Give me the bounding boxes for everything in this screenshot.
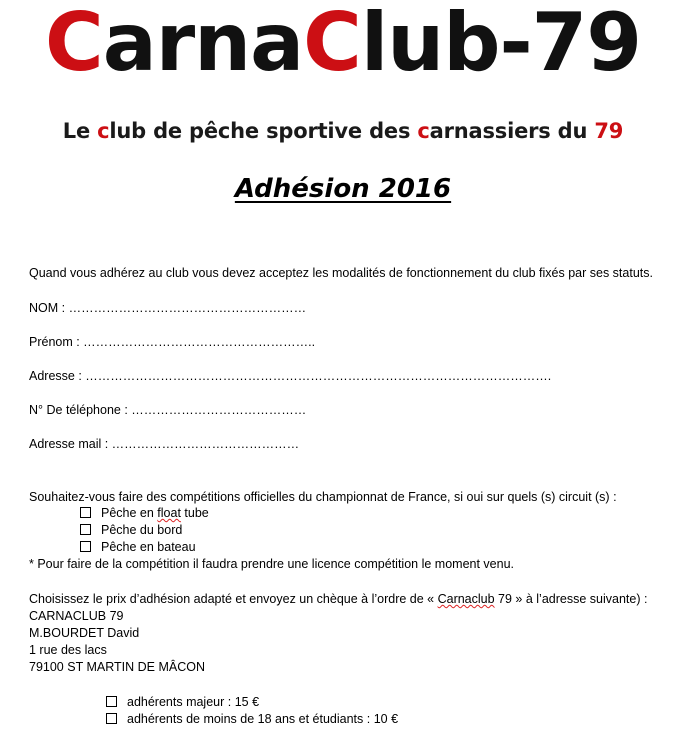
field-prenom[interactable]: Prénom : ………………………………………………..: [29, 335, 316, 349]
intro-text: Quand vous adhérez au club vous devez acceptez les modalités de fonctionnement du club fixés par ses statuts.: [29, 266, 653, 280]
form-title: Adhésion 2016: [234, 174, 452, 204]
price-option-adult[interactable]: [106, 694, 259, 711]
logo-text-arna: arna: [102, 0, 304, 89]
option-label: Pêche en bateau: [101, 540, 196, 554]
address-line: 79100 ST MARTIN DE MÂCON: [29, 660, 205, 674]
field-nom[interactable]: NOM : …………………………………………………: [29, 301, 307, 315]
price-label: adhérents majeur : 15 €: [127, 695, 260, 709]
price-label: adhérents de moins de 18 ans et étudiants : 10 €: [127, 712, 399, 726]
competition-question: Souhaitez-vous faire des compétitions officielles du championnat de France, si oui sur quels (s) circuit (s) :: [29, 490, 617, 504]
club-tagline: [0, 117, 686, 145]
instruction-club-name: Carnaclub: [437, 592, 495, 606]
price-option-minor[interactable]: [106, 711, 398, 728]
address-line: CARNACLUB 79: [29, 609, 124, 623]
option-label: Pêche en: [101, 506, 158, 520]
option-peche-bord[interactable]: [80, 522, 182, 539]
logo-letter-c: C: [45, 0, 103, 89]
checkbox-icon[interactable]: [106, 696, 117, 707]
checkbox-icon[interactable]: [80, 524, 91, 535]
checkbox-icon[interactable]: [80, 507, 91, 518]
tagline-red-letter: c: [97, 119, 110, 143]
option-float-tube[interactable]: [80, 505, 209, 522]
logo-letter-c-2: C: [303, 0, 361, 89]
tagline-red-letter: c: [417, 119, 430, 143]
club-logo: [0, 0, 686, 89]
tagline-part: Le: [62, 119, 98, 143]
tagline-part: arnassiers du: [429, 119, 595, 143]
field-telephone[interactable]: N° De téléphone : ……………………………………: [29, 403, 307, 417]
address-line: M.BOURDET David: [29, 626, 140, 640]
payment-instruction: [29, 591, 647, 608]
checkbox-icon[interactable]: [106, 713, 117, 724]
logo-text-lub: lub-79: [360, 0, 641, 89]
address-line: 1 rue des lacs: [29, 643, 107, 657]
option-label: Pêche du bord: [101, 523, 183, 537]
checkbox-icon[interactable]: [80, 541, 91, 552]
option-peche-bateau[interactable]: [80, 539, 196, 556]
field-adresse[interactable]: Adresse : ………………………………………………………………………………………………….: [29, 369, 552, 383]
tagline-red-number: 79: [594, 119, 624, 143]
option-label-misspelled: float: [157, 506, 181, 520]
option-label: tube: [180, 506, 209, 520]
tagline-part: lub de pêche sportive des: [109, 119, 418, 143]
instruction-part: 79 » à l’adresse suivante) :: [494, 592, 648, 606]
instruction-part: Choisissez le prix d’adhésion adapté et envoyez un chèque à l’ordre de «: [29, 592, 438, 606]
field-email[interactable]: Adresse mail : ………………………………………: [29, 437, 300, 451]
competition-note: * Pour faire de la compétition il faudra prendre une licence compétition le moment venu.: [29, 557, 514, 571]
